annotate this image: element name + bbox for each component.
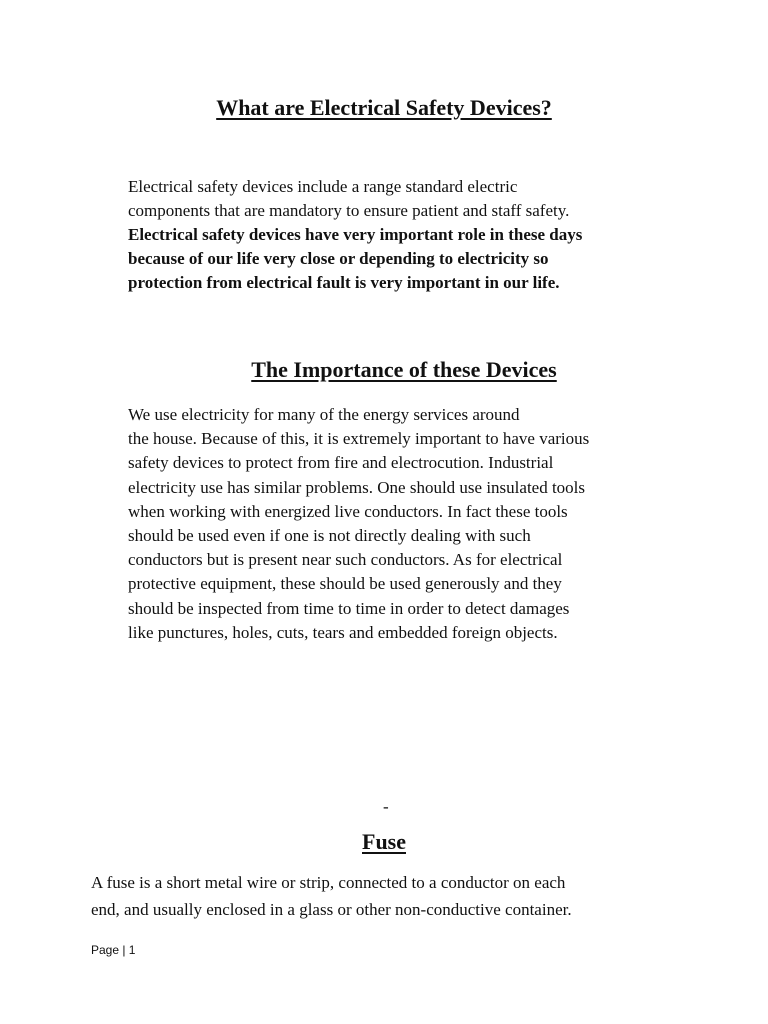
importance-line: conductors but is present near such conductors. As for electrical bbox=[128, 550, 563, 570]
intro-bold-line: because of our life very close or depending to electricity so bbox=[128, 249, 549, 268]
heading-fuse: Fuse bbox=[362, 829, 406, 854]
intro-paragraph bbox=[128, 175, 688, 295]
importance-line: like punctures, holes, cuts, tears and embedded foreign objects. bbox=[128, 622, 558, 642]
heading-electrical-safety-devices: What are Electrical Safety Devices? bbox=[216, 95, 552, 120]
fuse-paragraph bbox=[91, 869, 711, 923]
importance-line: We use electricity for many of the energy services around bbox=[128, 405, 520, 424]
page-number-footer: Page | 1 bbox=[91, 943, 136, 957]
intro-bold-line: protection from electrical fault is very important in our life. bbox=[128, 273, 560, 292]
importance-paragraph bbox=[128, 403, 728, 645]
intro-bold-line: Electrical safety devices have very important role in these days bbox=[128, 225, 583, 244]
intro-line: Electrical safety devices include a range standard electric bbox=[128, 177, 518, 196]
importance-line: electricity use has similar problems. One should use insulated tools bbox=[128, 477, 586, 497]
importance-line: protective equipment, these should be used generously and they bbox=[128, 574, 562, 594]
fuse-line: A fuse is a short metal wire or strip, connected to a conductor on each bbox=[91, 873, 566, 892]
intro-line: components that are mandatory to ensure patient and staff safety. bbox=[128, 201, 570, 220]
fuse-line: end, and usually enclosed in a glass or other non-conductive container. bbox=[91, 900, 572, 919]
heading-importance: The Importance of these Devices bbox=[251, 357, 557, 382]
importance-line: should be inspected from time to time in order to detect damages bbox=[128, 598, 570, 618]
importance-line: safety devices to protect from fire and electrocution. Industrial bbox=[128, 453, 554, 473]
importance-line: should be used even if one is not directly dealing with such bbox=[128, 526, 531, 546]
importance-line: when working with energized live conductors. In fact these tools bbox=[128, 501, 568, 521]
dash-mark: - bbox=[383, 797, 389, 816]
importance-line: the house. Because of this, it is extremely important to have various bbox=[128, 429, 590, 449]
